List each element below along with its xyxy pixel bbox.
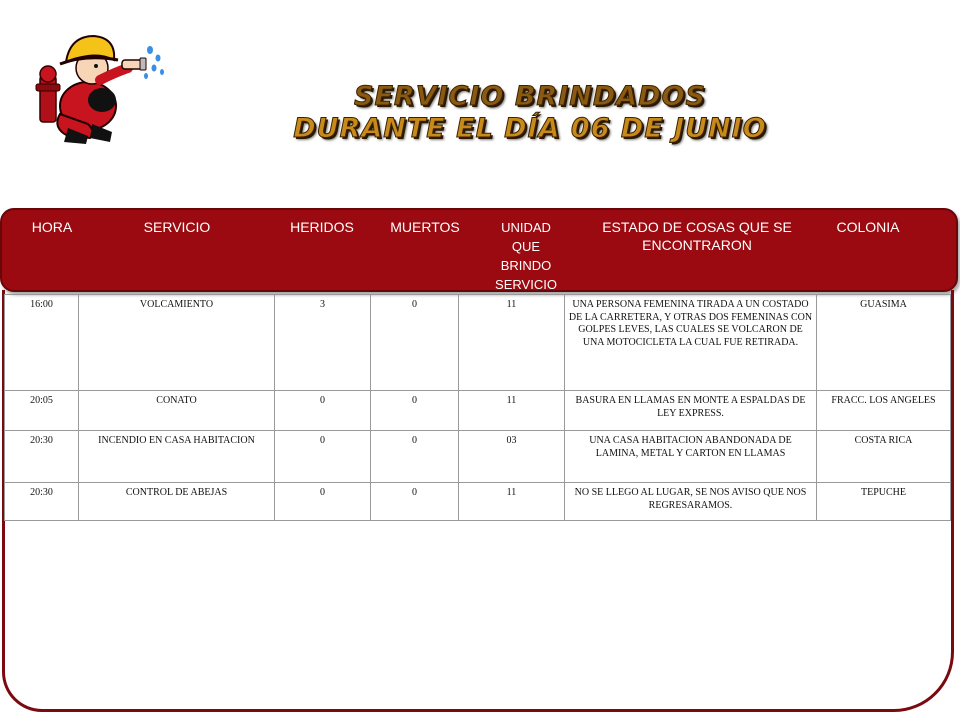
cell-unidad: 11 — [459, 483, 565, 521]
title-line-1: SERVICIO BRINDADOS — [354, 81, 706, 112]
cell-heridos: 0 — [275, 431, 371, 483]
header-estado: ESTADO DE COSAS QUE SE ENCONTRARON — [602, 219, 792, 253]
cell-servicio: CONATO — [79, 391, 275, 431]
header-unidad-line-1: UNIDAD — [501, 220, 551, 235]
page-title — [180, 80, 880, 146]
firefighter-mascot-icon — [30, 28, 165, 146]
table-header — [0, 208, 958, 292]
cell-estado: UNA CASA HABITACION ABANDONADA DE LAMINA, METAL Y CARTON EN LLAMAS — [565, 431, 817, 483]
header-unidad — [482, 218, 570, 294]
table-row — [5, 483, 951, 521]
cell-colonia: GUASIMA — [817, 295, 951, 391]
cell-unidad: 11 — [459, 295, 565, 391]
cell-hora: 20:05 — [5, 391, 79, 431]
cell-colonia: FRACC. LOS ANGELES — [817, 391, 951, 431]
table-row — [5, 431, 951, 483]
cell-muertos: 0 — [371, 483, 459, 521]
header-heridos: HERIDOS — [290, 219, 354, 235]
title-line-2: DURANTE EL DÍA 06 DE JUNIO — [293, 113, 767, 144]
header-servicio: SERVICIO — [143, 219, 211, 235]
header-unidad-line-4: SERVICIO — [495, 277, 557, 292]
cell-heridos: 0 — [275, 391, 371, 431]
cell-estado: UNA PERSONA FEMENINA TIRADA A UN COSTADO DE LA CARRETERA, Y OTRAS DOS FEMENINAS CON GOLPES LEVES, LAS CUALES SE VOLCARON DE UNA MOTOCICLETA LA CUAL FUE RETIRADA. — [565, 295, 817, 391]
cell-heridos: 3 — [275, 295, 371, 391]
header-muertos: MUERTOS — [390, 219, 460, 235]
services-table — [4, 294, 951, 521]
header-unidad-line-3: BRINDO — [500, 258, 552, 273]
cell-hora: 20:30 — [5, 431, 79, 483]
header-colonia: COLONIA — [836, 219, 900, 235]
cell-servicio: VOLCAMIENTO — [79, 295, 275, 391]
cell-servicio: CONTROL DE ABEJAS — [79, 483, 275, 521]
cell-hora: 16:00 — [5, 295, 79, 391]
cell-colonia: COSTA RICA — [817, 431, 951, 483]
cell-heridos: 0 — [275, 483, 371, 521]
table-row — [5, 295, 951, 391]
cell-muertos: 0 — [371, 431, 459, 483]
cell-colonia: TEPUCHE — [817, 483, 951, 521]
cell-estado: NO SE LLEGO AL LUGAR, SE NOS AVISO QUE NOS REGRESARAMOS. — [565, 483, 817, 521]
header-hora: HORA — [31, 219, 73, 235]
table-row — [5, 391, 951, 431]
cell-hora: 20:30 — [5, 483, 79, 521]
cell-muertos: 0 — [371, 391, 459, 431]
header-unidad-line-2: QUE — [511, 239, 541, 254]
cell-muertos: 0 — [371, 295, 459, 391]
cell-estado: BASURA EN LLAMAS EN MONTE A ESPALDAS DE LEY EXPRESS. — [565, 391, 817, 431]
cell-unidad: 11 — [459, 391, 565, 431]
cell-servicio: INCENDIO EN CASA HABITACION — [79, 431, 275, 483]
cell-unidad: 03 — [459, 431, 565, 483]
